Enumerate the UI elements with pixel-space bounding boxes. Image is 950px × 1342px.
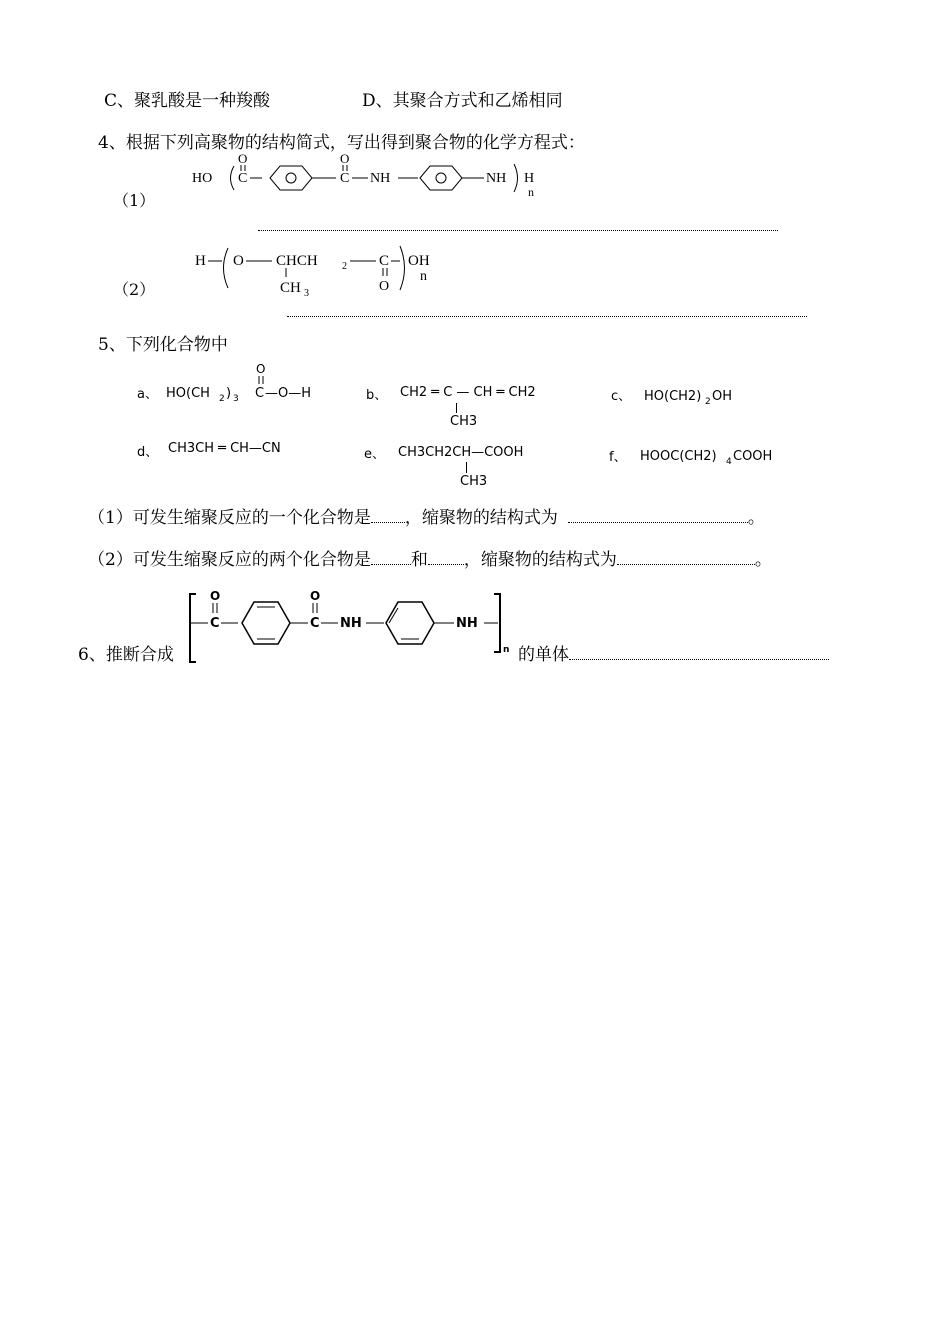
q5-sub2-and: 和 <box>410 550 428 570</box>
q5-sub2-blank-1[interactable] <box>371 564 411 565</box>
a-s1: 2 <box>219 394 225 404</box>
q5-sub2 <box>88 545 772 570</box>
s2-sub3: 3 <box>304 288 309 299</box>
q6-benzene-ring-1 <box>242 602 290 644</box>
q6-c2: C <box>310 616 320 631</box>
q5-sub1-blank-compound[interactable] <box>371 522 405 523</box>
q4-structure-2 <box>190 242 470 302</box>
q6-nh2: NH <box>456 616 478 631</box>
c-s1: 2 <box>705 397 711 407</box>
option-d: D、其聚合方式和乙烯相同 <box>362 91 563 111</box>
s1-nh2: NH <box>486 171 507 186</box>
q5-sub2-mid: ，缩聚物的结构式为 <box>463 550 617 570</box>
q6-o1: O <box>210 589 221 603</box>
q6-o2: O <box>310 589 321 603</box>
q5-b-label: b、 <box>366 388 388 403</box>
s2-c: C <box>379 253 390 269</box>
compound-a <box>166 362 326 402</box>
q5-c-label: c、 <box>611 389 632 404</box>
compound-c <box>644 386 774 406</box>
q5-sub2-blank-2[interactable] <box>428 564 464 565</box>
q5-a-label: a、 <box>137 387 158 402</box>
q6-nh1: NH <box>340 616 362 631</box>
q6-c1: C <box>210 616 220 631</box>
s1-c2: C <box>340 171 350 186</box>
s2-oh: OH <box>408 253 430 269</box>
s2-chch2: CHCH <box>276 253 318 269</box>
f-p2: COOH <box>733 449 773 464</box>
a-o: O <box>256 362 266 376</box>
c-p1: HO(CH2) <box>644 389 702 404</box>
f-s1: 4 <box>726 457 732 467</box>
q4-answer-line-2[interactable] <box>287 316 807 317</box>
s1-o1: O <box>238 151 248 166</box>
compound-b-bond <box>456 403 457 413</box>
s1-nh1: NH <box>370 171 391 186</box>
q4-structure-1 <box>190 150 570 200</box>
s2-ch3: CH <box>280 280 301 296</box>
q5-sub2-end: 。 <box>754 550 772 570</box>
s2-o: O <box>233 253 244 269</box>
a-p1: HO(CH <box>166 386 210 401</box>
compound-d: CH3CH ═ CH—CN <box>168 441 281 456</box>
q6-structure <box>186 590 516 670</box>
q5-d-label: d、 <box>137 445 159 460</box>
compound-b-branch: CH3 <box>450 414 478 429</box>
compound-b: CH2 ═ C — CH ═ CH2 <box>400 385 536 400</box>
benzene-ring-2 <box>420 166 462 190</box>
a-p2: ) <box>226 386 232 401</box>
benzene-ring-1 <box>270 166 312 190</box>
c-p2: OH <box>712 389 733 404</box>
q6-suffix: 的单体 <box>518 645 569 665</box>
q5-stem: 5、下列化合物中 <box>98 335 228 355</box>
s1-o2: O <box>340 151 350 166</box>
s2-o2: O <box>379 279 390 294</box>
q4-item1-label: （1） <box>113 191 156 210</box>
q4-item2-label: （2） <box>113 280 156 299</box>
q5-sub1 <box>88 503 765 528</box>
a-c: C <box>255 386 265 401</box>
s1-c1: C <box>238 171 248 186</box>
a-s2: 3 <box>233 394 239 404</box>
q5-sub2-prefix: （2）可发生缩聚反应的两个化合物是 <box>88 550 371 570</box>
compound-e-bond <box>466 462 467 473</box>
q4-stem: 4、根据下列高聚物的结构简式，写出得到聚合物的化学方程式： <box>98 133 585 153</box>
q6-prefix: 6、推断合成 <box>78 645 174 665</box>
q5-sub2-blank-structure[interactable] <box>617 564 755 565</box>
f-p1: HOOC(CH2) <box>640 449 717 464</box>
s1-n: n <box>528 185 534 199</box>
q5-e-label: e、 <box>364 447 385 462</box>
s2-n: n <box>420 269 427 284</box>
option-c: C、聚乳酸是一种羧酸 <box>104 91 271 111</box>
q6-n: n <box>503 645 510 655</box>
q5-f-label: f、 <box>609 450 627 465</box>
q5-sub1-blank-structure[interactable] <box>568 522 748 523</box>
q4-answer-line-1[interactable] <box>258 230 778 231</box>
q5-sub1-prefix: （1）可发生缩聚反应的一个化合物是 <box>88 508 371 528</box>
compound-e-branch: CH3 <box>460 474 488 489</box>
q6-answer-line[interactable] <box>569 659 829 660</box>
s2-h: H <box>195 253 206 269</box>
a-tail: —O—H <box>265 386 312 401</box>
q5-sub1-mid: ，缩聚物的结构式为 <box>404 508 558 528</box>
q6-benzene-ring-2 <box>386 602 434 644</box>
s1-h: H <box>524 171 535 186</box>
compound-e: CH3CH2CH—COOH <box>398 445 524 460</box>
s1-ho: HO <box>192 171 213 186</box>
q6-suffix-row <box>518 640 829 665</box>
compound-f <box>640 446 810 466</box>
q5-sub1-end: 。 <box>747 508 765 528</box>
s2-sub2: 2 <box>342 261 347 272</box>
